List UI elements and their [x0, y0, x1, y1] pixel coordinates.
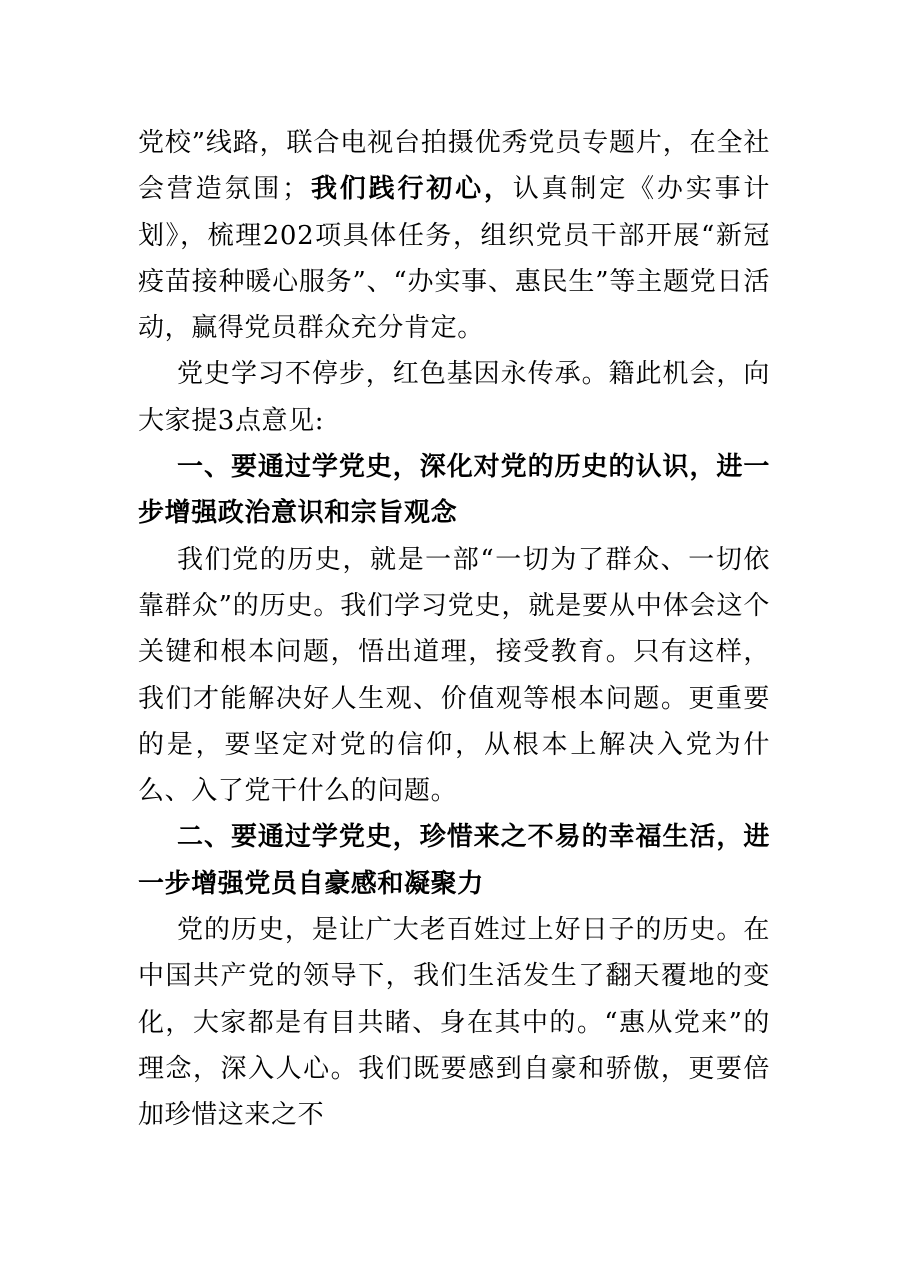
- paragraph-4: 党的历史，是让广大老百姓过上好日子的历史。在中国共产党的领导下，我们生活发生了翻天覆地的变化，大家都是有目共睹、身在其中的。“惠从党来”的理念，深入人心。我们既要感到自豪和骄傲，更要倍加珍惜这来之不: [138, 915, 770, 1131]
- paragraph-1-text-b: 认真制定《办实事计划》，梳理202项具体任务，组织党员干部开展“新冠疫苗接种暖心服务”、“办实事、惠民生”等主题党日活动，赢得党员群众充分肯定。: [138, 174, 771, 344]
- paragraph-1-bold-phrase: 我们践行初心，: [308, 174, 513, 205]
- paragraph-1: [138, 120, 770, 351]
- paragraph-1-text-a: 党校”线路，联合电视台拍摄优秀党员专题片，在全社会营造氛围；: [138, 128, 770, 205]
- section-heading-2: 二、要通过学党史，珍惜来之不易的幸福生活，进一步增强党员自豪感和凝聚力: [138, 822, 770, 899]
- section-heading-1: 一、要通过学党史，深化对党的历史的认识，进一步增强政治意识和宗旨观念: [138, 452, 770, 529]
- document-body: [138, 120, 770, 1139]
- paragraph-3: 我们党的历史，就是一部“一切为了群众、一切依靠群众”的历史。我们学习党史，就是要从中体会这个关键和根本问题，悟出道理，接受教育。只有这样，我们才能解决好人生观、价值观等根本问题。更重要的是，要坚定对党的信仰，从根本上解决入党为什么、入了党干什么的问题。: [138, 544, 770, 807]
- paragraph-2: 党史学习不停步，红色基因永传承。籍此机会，向大家提3点意见:: [138, 359, 770, 436]
